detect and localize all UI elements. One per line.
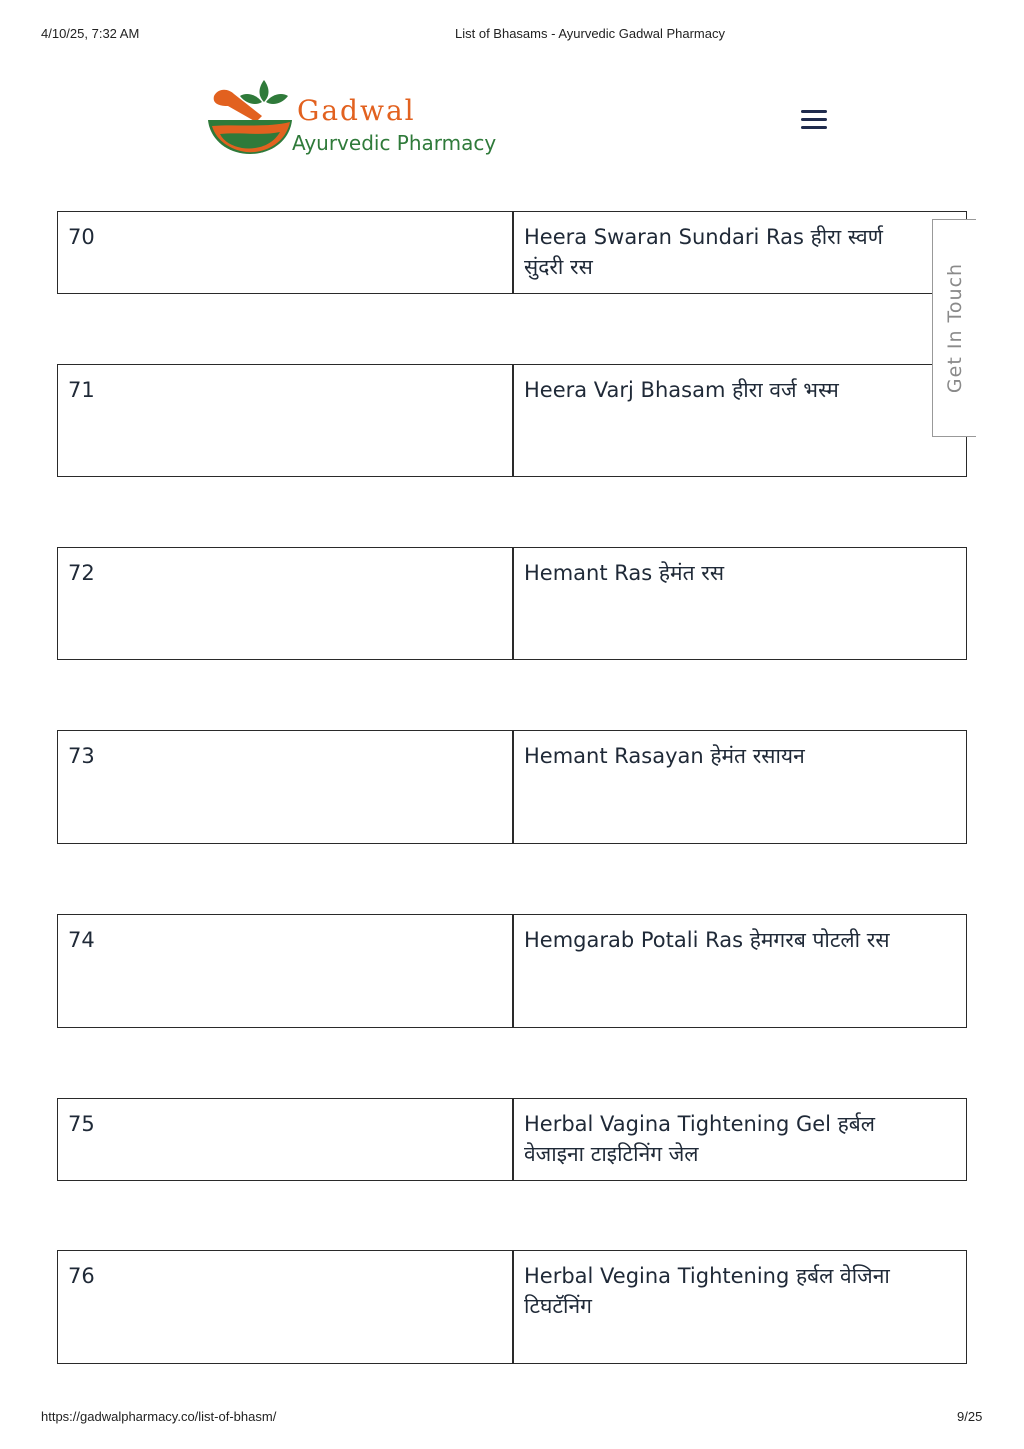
row-number: 71 [58,365,514,476]
row-number: 74 [58,915,514,1027]
row-product-name: Hemant Rasayan हेमंत रसायन [524,744,805,768]
row-product-name: Hemant Ras हेमंत रस [524,561,725,585]
row-number: 76 [58,1251,514,1363]
table-row [57,1250,967,1364]
table-row [57,547,967,660]
row-product-name: Hemgarab Potali Ras हेमगरब पोटली रस [524,928,890,952]
print-date: 4/10/25, 7:32 AM [41,26,140,41]
hamburger-menu-icon[interactable] [801,110,827,130]
table-row [57,1098,967,1181]
print-page-number: 9/25 [957,1409,983,1424]
table-row [57,364,967,477]
table-row [57,914,967,1028]
get-in-touch-tab[interactable] [932,219,976,437]
row-number: 75 [58,1099,514,1180]
print-page-title: List of Bhasams - Ayurvedic Gadwal Pharmacy [455,26,725,41]
table-row [57,730,967,844]
row-product-name: Herbal Vagina Tightening Gel हर्बल वेजाइना टाइटिनिंग जेल [524,1112,876,1166]
logo-subtitle: Ayurvedic Pharmacy [292,131,497,155]
mortar-pestle-logo-icon [206,76,298,160]
row-product-name: Herbal Vegina Tightening हर्बल वेजिना टिघटॅनिंग [524,1264,890,1318]
row-product-name: Heera Swaran Sundari Ras हीरा स्वर्ण सुंदरी रस [524,225,883,279]
print-url: https://gadwalpharmacy.co/list-of-bhasm/ [41,1409,277,1424]
site-logo[interactable] [206,76,516,160]
get-in-touch-label: Get In Touch [943,262,966,394]
print-header [0,26,1024,42]
row-number: 73 [58,731,514,843]
table-row [57,211,967,294]
row-product-name: Heera Varj Bhasam हीरा वर्ज भस्म [524,378,839,402]
logo-brand-name: Gadwal [297,94,416,127]
row-number: 72 [58,548,514,659]
row-number: 70 [58,212,514,293]
